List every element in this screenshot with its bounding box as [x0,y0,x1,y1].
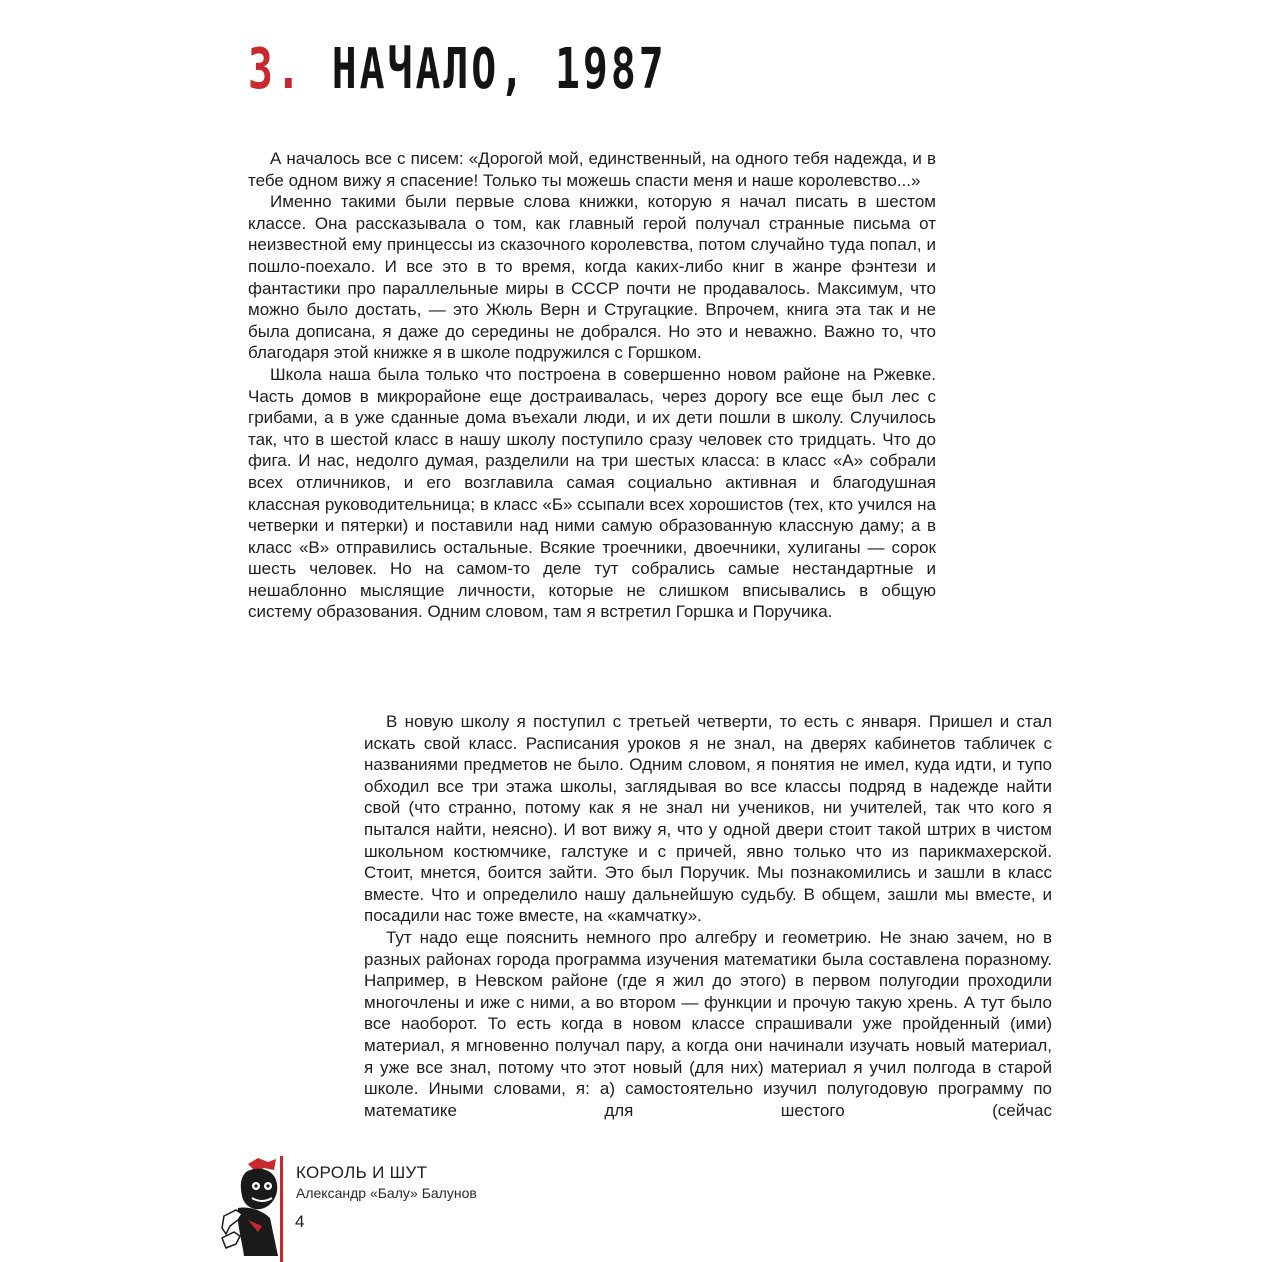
text-block-lower [364,711,1052,1121]
page-number: 4 [295,1212,305,1231]
red-margin-line [280,1156,283,1262]
jester-glove [222,1232,240,1248]
jester-illustration [218,1156,288,1262]
chapter-number: 3. [248,37,304,102]
paragraph: А началось все с писем: «Дорогой мой, единственный, на одного тебя надежда, и в тебе одном вижу я спасение! Только ты можешь спасти меня и наше королевство...» [248,149,936,190]
chapter-title: НАЧАЛО, 1987 [331,37,667,102]
chapter-heading [248,30,667,110]
paragraph: Школа наша была только что построена в совершенно новом районе на Ржевке. Часть домов в микрорайоне еще достраивалась, через дорогу все еще был лес с грибами, а в уже сданные дома въехали люди, и их дети пошли в школу. Случилось так, что в шестой класс в нашу школу поступило сразу человек сто тридцать. Что до фига. И нас, недолго думая, разделили на три шестых класса: в класс «А» собрали всех отличников, и его возглавила самая социально активная и благодушная классная руководительница; в класс «Б» ссыпали всех хорошистов (тех, кто учился на четверки и пятерки) и поставили над ними самую образованную классную даму; а в класс «В» отправились остальные. Всякие троечники, двоечники, хулиганы — сорок шесть человек. Но на самом-то деле тут собрались самые нестандартные и нешаблонно мыслящие личности, которые не слишком вписывались в общую систему образования. Одним словом, там я встретил Горшка и Поручика. [248,364,936,622]
jester-head [241,1169,277,1210]
paragraph: В новую школу я поступил с третьей четверти, то есть с января. Пришел и стал искать свой класс. Расписания уроков я не знал, на дверях кабинетов табличек с названиями предметов не было. Одним словом, я понятия не имел, куда идти, и тупо обходил все три этажа школы, заглядывая во все классы подряд в надежде найти свой (что странно, потому как я не знал ни учеников, ни учителей, так что кого я пытался найти, неясно). И вот вижу я, что у одной двери стоит такой штрих в чистом школьном костюмчике, галстуке и с причей, явно только что из парикмахерской. Стоит, мнется, боится зайти. Это был Поручик. Мы познакомились и зашли в класс вместе. Что и определило нашу дальнейшую судьбу. В общем, зашли мы вместе, и посадили нас тоже вместе, на «камчатку». [364,712,1052,926]
footer-book-title: КОРОЛЬ И ШУТ [296,1163,428,1182]
paragraph: Тут надо еще пояснить немного про алгебру и геометрию. Не знаю зачем, но в разных районах города программа изучения математики была составлена поразному. Например, в Невском районе (где я жил до этого) в первом полугодии проходили многочлены и иже с ними, а во втором — функции и прочую такую хрень. А тут было все наоборот. То есть когда в новом классе спрашивали уже пройденный (ими) материал, я мгновенно получал пару, а когда они начинали изучать новый материал, я уже все знал, потому что этот новый (для них) материал я учил полгода в старой школе. Иными словами, я: а) самостоятельно изучил полугодовую программу по математике для шестого (сейчас [364,927,1052,1120]
paragraph: Именно такими были первые слова книжки, которую я начал писать в шестом классе. Она рассказывала о том, как главный герой получал странные письма от неизвестной ему принцессы из сказочного королевства, потом случайно туда попал, и пошло-поехало. И все это в то время, когда каких-либо книг в жанре фэнтези и фантастики про параллельные миры в СССР почти не продавалось. Максимум, что можно было достать, — это Жюль Верн и Стругацкие. Впрочем, книга эта так и не была дописана, я даже до середины не добрался. Но это и неважно. Важно то, что благодаря этой книжке я в школе подружился с Горшком. [248,192,936,363]
footer-author: Александр «Балу» Балунов [296,1185,477,1201]
text-block-upper [248,148,936,623]
